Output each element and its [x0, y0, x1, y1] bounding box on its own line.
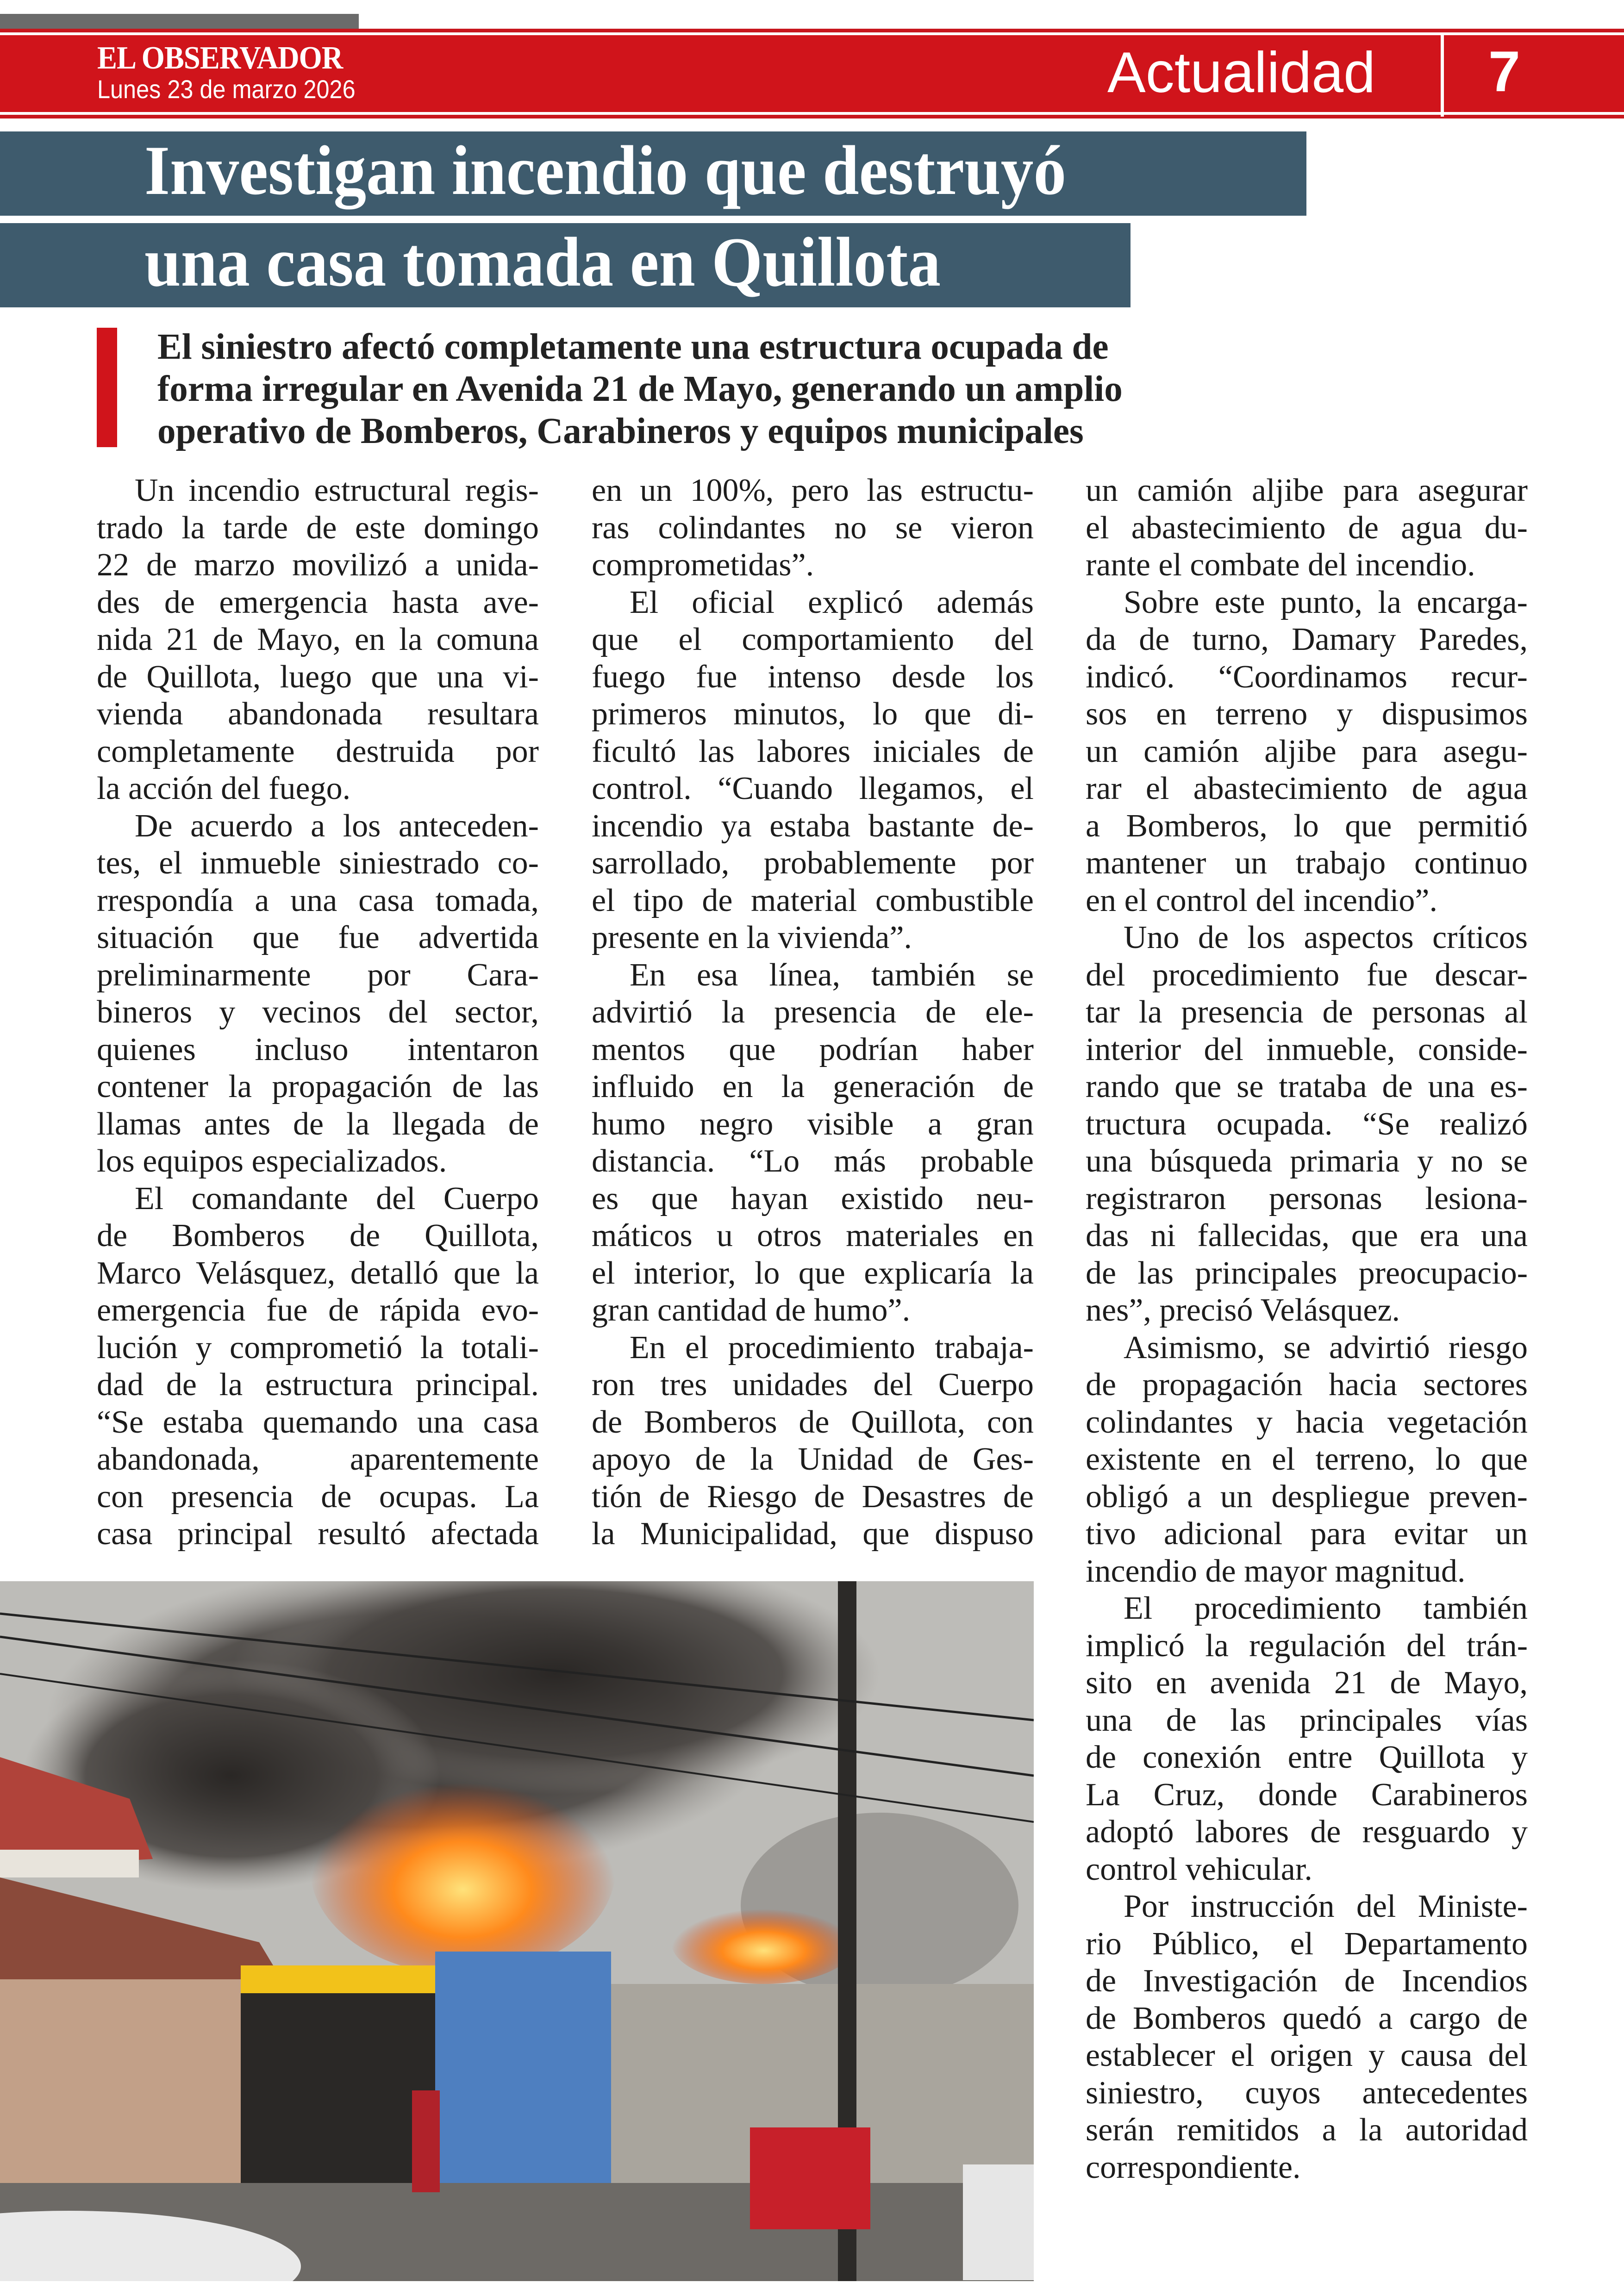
- article-line: tructura ocupada. “Se realizó: [1086, 1106, 1528, 1142]
- article-line: primeros minutos, lo que di-: [592, 696, 1034, 732]
- article-line: tivo adicional para evitar un: [1086, 1516, 1528, 1552]
- article-line: siniestro, cuyos antecedentes: [1086, 2075, 1528, 2111]
- article-line: bineros y vecinos del sector,: [97, 994, 539, 1030]
- article-line: llamas antes de la llegada de: [97, 1106, 539, 1142]
- deck-line: El siniestro afectó completamente una estructura ocupada de: [157, 327, 1109, 367]
- article-line: correspondiente.: [1086, 2149, 1301, 2185]
- newspaper-name: EL OBSERVADOR: [97, 40, 343, 76]
- article-line: nida 21 de Mayo, en la comuna: [97, 622, 539, 657]
- article-line: el abastecimiento de agua du-: [1086, 510, 1528, 546]
- page-number: 7: [1488, 40, 1520, 104]
- article-line: de propagación hacia sectores: [1086, 1367, 1528, 1403]
- article-line: fuego fue intenso desde los: [592, 659, 1034, 695]
- issue-date: Lunes 23 de marzo 2026: [97, 75, 356, 104]
- article-line: el tipo de material combustible: [592, 882, 1034, 918]
- article-line: Por instrucción del Ministe-: [1124, 1889, 1528, 1924]
- article-line: humo negro visible a gran: [592, 1106, 1034, 1142]
- article-line: “Se estaba quemando una casa: [97, 1404, 539, 1440]
- article-line: en un 100%, pero las estructu-: [592, 473, 1034, 508]
- header-rule-bottom: [0, 115, 1624, 118]
- article-line: comprometidas”.: [592, 547, 814, 583]
- article-line: control. “Cuando llegamos, el: [592, 771, 1034, 806]
- article-line: da de turno, Damary Paredes,: [1086, 622, 1528, 657]
- deck: [157, 326, 1268, 452]
- article-line: des de emergencia hasta ave-: [97, 584, 539, 620]
- article-line: influido en la generación de: [592, 1069, 1034, 1104]
- article-line: a Bomberos, lo que permitió: [1086, 808, 1528, 844]
- article-line: dad de la estructura principal.: [97, 1367, 539, 1403]
- article-line: rio Público, el Departamento: [1086, 1926, 1528, 1962]
- article-line: El comandante del Cuerpo: [135, 1180, 539, 1216]
- article-column-1: [97, 472, 539, 1553]
- article-line: incendio ya estaba bastante de-: [592, 808, 1034, 844]
- article-line: rar el abastecimiento de agua: [1086, 771, 1528, 806]
- article-line: El oficial explicó además: [630, 584, 1034, 620]
- article-line: sarrollado, probablemente por: [592, 845, 1034, 881]
- article-line: tión de Riesgo de Desastres de: [592, 1478, 1034, 1515]
- article-line: situación que fue advertida: [97, 920, 539, 955]
- article-line: nes”, precisó Velásquez.: [1086, 1292, 1400, 1328]
- article-line: rando que se trataba de una es-: [1086, 1069, 1528, 1104]
- article-line: vienda abandonada resultara: [97, 696, 539, 732]
- article-line: del procedimiento fue descar-: [1086, 957, 1528, 993]
- article-line: de conexión entre Quillota y: [1086, 1740, 1528, 1775]
- article-line: el interior, lo que explicaría la: [592, 1255, 1034, 1291]
- article-line: preliminarmente por Cara-: [97, 957, 539, 993]
- article-line: 22 de marzo movilizó a unida-: [97, 547, 539, 583]
- article-column-3: [1086, 472, 1528, 2186]
- article-line: de Quillota, luego que una vi-: [97, 659, 539, 695]
- article-line: ficultó las labores iniciales de: [592, 733, 1034, 769]
- article-line: completamente destruida por: [97, 733, 539, 769]
- article-line: mentos que podrían haber: [592, 1031, 1034, 1067]
- fire-photo: [0, 1581, 1034, 2281]
- headline-text: una casa tomada en Quillota: [144, 223, 941, 301]
- article-line: contener la propagación de las: [97, 1069, 539, 1104]
- deck-line: operativo de Bomberos, Carabineros y equipos municipales: [157, 411, 1084, 451]
- article-line: presente en la vivienda”.: [592, 920, 912, 955]
- article-line: Marco Velásquez, detalló que la: [97, 1255, 539, 1291]
- article-line: un camión aljibe para asegurar: [1086, 473, 1528, 508]
- deck-accent-bar: [97, 328, 117, 447]
- article-line: Un incendio estructural regis-: [135, 473, 539, 508]
- article-line: de Bomberos quedó a cargo de: [1086, 2000, 1528, 2036]
- article-line: implicó la regulación del trán-: [1086, 1628, 1528, 1664]
- article-line: establecer el origen y causa del: [1086, 2038, 1528, 2073]
- article-line: colindantes y hacia vegetación: [1086, 1404, 1528, 1440]
- article-line: Uno de los aspectos críticos: [1124, 920, 1528, 955]
- fire-scene-illustration: [0, 1581, 1034, 2281]
- article-line: control vehicular.: [1086, 1851, 1312, 1887]
- article-line: adoptó labores de resguardo y: [1086, 1814, 1528, 1850]
- headline-line-2: [0, 223, 1131, 307]
- section-name: Actualidad: [1107, 41, 1376, 105]
- article-line: la Municipalidad, que dispuso: [592, 1516, 1034, 1552]
- article-line: das ni fallecidas, que era una: [1086, 1218, 1528, 1254]
- article-line: mantener un trabajo continuo: [1086, 845, 1528, 881]
- article-line: en el control del incendio”.: [1086, 882, 1437, 918]
- article-line: apoyo de la Unidad de Ges-: [592, 1441, 1034, 1477]
- article-line: máticos u otros materiales en: [592, 1218, 1034, 1254]
- article-line: de Bomberos de Quillota,: [97, 1218, 539, 1254]
- article-line: gran cantidad de humo”.: [592, 1292, 911, 1328]
- article-line: casa principal resultó afectada: [97, 1516, 539, 1552]
- article-line: de las principales preocupacio-: [1086, 1255, 1528, 1291]
- article-line: En esa línea, también se: [630, 957, 1034, 993]
- article-line: tar la presencia de personas al: [1086, 994, 1528, 1030]
- article-line: sos en terreno y dispusimos: [1086, 696, 1528, 732]
- header-divider: [1441, 33, 1444, 117]
- article-line: sito en avenida 21 de Mayo,: [1086, 1665, 1528, 1701]
- article-line: con presencia de ocupas. La: [97, 1478, 539, 1515]
- article-line: los equipos especializados.: [97, 1143, 447, 1179]
- article-line: tes, el inmueble siniestrado co-: [97, 845, 539, 881]
- article-line: existente en el terreno, lo que: [1086, 1441, 1528, 1477]
- article-line: Asimismo, se advirtió riesgo: [1124, 1329, 1528, 1366]
- article-line: interior del inmueble, conside-: [1086, 1031, 1528, 1067]
- article-line: obligó a un despliegue preven-: [1086, 1478, 1528, 1515]
- header-grey-bar: [0, 14, 359, 31]
- article-line: registraron personas lesiona-: [1086, 1180, 1528, 1216]
- article-line: abandonada, aparentemente: [97, 1441, 539, 1477]
- article-line: la acción del fuego.: [97, 771, 351, 806]
- article-line: incendio de mayor magnitud.: [1086, 1553, 1466, 1589]
- headline-text: Investigan incendio que destruyó: [144, 131, 1067, 209]
- article-column-2: [592, 472, 1034, 1553]
- article-line: En el procedimiento trabaja-: [630, 1329, 1034, 1366]
- article-line: una de las principales vías: [1086, 1702, 1528, 1738]
- article-line: Sobre este punto, la encarga-: [1124, 584, 1528, 620]
- article-line: rrespondía a una casa tomada,: [97, 882, 539, 918]
- article-line: de Investigación de Incendios: [1086, 1963, 1528, 1999]
- article-line: advirtió la presencia de ele-: [592, 994, 1034, 1030]
- article-line: serán remitidos a la autoridad: [1086, 2112, 1528, 2148]
- article-line: El procedimiento también: [1124, 1590, 1528, 1626]
- header-rule: [0, 29, 1624, 32]
- article-line: rante el combate del incendio.: [1086, 547, 1475, 583]
- article-line: emergencia fue de rápida evo-: [97, 1292, 539, 1328]
- article-line: indicó. “Coordinamos recur-: [1086, 659, 1528, 695]
- article-line: de Bomberos de Quillota, con: [592, 1404, 1034, 1440]
- article-line: lución y comprometió la totali-: [97, 1329, 539, 1366]
- deck-line: forma irregular en Avenida 21 de Mayo, generando un amplio: [157, 369, 1123, 409]
- article-line: De acuerdo a los anteceden-: [135, 808, 539, 844]
- article-line: una búsqueda primaria y no se: [1086, 1143, 1528, 1179]
- article-line: ron tres unidades del Cuerpo: [592, 1367, 1034, 1403]
- article-line: ras colindantes no se vieron: [592, 510, 1034, 546]
- article-line: un camión aljibe para asegu-: [1086, 733, 1528, 769]
- article-line: La Cruz, donde Carabineros: [1086, 1777, 1528, 1813]
- article-line: que el comportamiento del: [592, 622, 1034, 657]
- article-line: quienes incluso intentaron: [97, 1031, 539, 1067]
- article-line: es que hayan existido neu-: [592, 1180, 1034, 1216]
- article-line: trado la tarde de este domingo: [97, 510, 539, 546]
- headline-line-1: [0, 131, 1306, 216]
- article-line: distancia. “Lo más probable: [592, 1143, 1034, 1179]
